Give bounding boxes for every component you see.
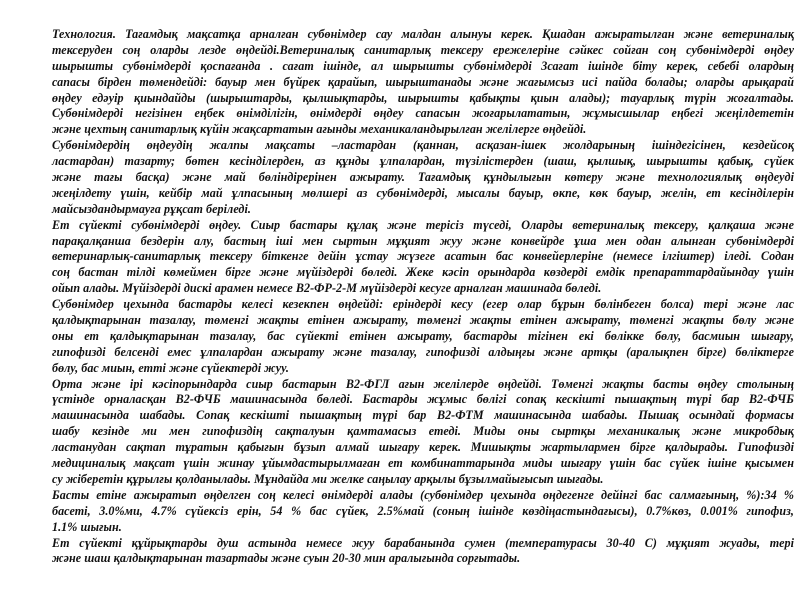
paragraph-yield-percentages [52, 488, 794, 536]
text-line: сапасы бірден төмендейді: бауыр мен бүйрек қарайып, шырыштанады және жағымсыз исі пайда болады; оларды арықарай [52, 74, 794, 89]
text-line: Басты етіне ажыратып өңделген соң келесі өнімдерді алады (субөнімдер цехында өңдегенге дейінгі бас салмағының, %):34 % [52, 487, 794, 502]
text-line: және тағы басқа) және май бөліндірерінен ажырату. Тағамдық құндылығын көтеру және технологиялық өңдеуді [52, 170, 794, 185]
text-line: басеті, 3.0%ми, 4.7% сүйексіз ерін, 54 % бас сүйек, 2.5%май (соның ішінде көздіңастындағысы), 0.7%көз, 0.001% гипофиз, [52, 503, 794, 518]
text-line: шабу кезінде ми мен гипофиздің сақталуын қамтамасыз етеді. Миды оны сыртқы механикалық және микробдық [52, 424, 794, 439]
text-line: су жіберетін құрылғы қолданылады. Мұндайда ми желке саңылау арқылы бұзылмайығысып шығады. [52, 471, 604, 486]
text-line: ластардан) тазарту; бөтен кесінділерден, аз құнды ұлпалардан, түзілістерден (шаш, қылшық, шырышты қабық, сүйек [52, 154, 794, 169]
text-line: Субөнімдерді негізінен еңбек өнімділігін, өнімдерді өңдеу сапасын жоғарылататын, жұмысшылар еңбегі жеңілдететін [52, 106, 794, 121]
text-line: қалдықтарынан тазалау, төменгі жақты етінен ажырату, төменгі жақты етінен ажырату, төменгі жақты бөлу және [52, 313, 794, 328]
text-line: үстінде орналасқан В2-ФЧБ машинасында бөледі. Бастарды жұмыс бөлігі сопақ кескішті пышақтың түрі бар В2-ФЧБ [52, 392, 794, 407]
paragraph-head-processing-order [52, 297, 794, 376]
text-line: және цехтың санитарлық күйін жақсартатын ағынды механикаландырылған желілерге өңдейді. [52, 122, 587, 137]
document-page [52, 27, 794, 567]
text-line: ластанудан сақтап тұратын қабығын бұзып алмай шығару керек. Мишықты жартылармен бірге қалдырады. Гипофизді [52, 440, 794, 455]
paragraph-flow-lines [52, 377, 794, 488]
text-line: соң бастан тілді көмеймен бірге және мүйіздерді бөледі. Жеке кәсіп орындарда көздерді емдік препараттардайындау үшін [52, 265, 794, 280]
text-line: 1.1% шығын. [52, 519, 122, 534]
text-line: Субөнімдердің өңдеудің жалпы мақсаты –ластардан (қаннан, асқазан-ішек жолдарының ішіндегісінен, кездейсоқ [52, 138, 794, 153]
text-line: Ет сүйекті субөнімдерді өңдеу. Сиыр бастары құлақ және терісіз түседі, Оларды ветериналық тексеру, қалқаша және [52, 217, 794, 232]
text-line: ойып алады. Мүйіздерді дискі арамен немесе В2-ФР-2-М мүйіздерді кесуге арналған машинада бөледі. [52, 281, 602, 296]
text-line: гипофизді белсенді емес ұлпалардан ажырату және тазалау, гипофизді алдыңғы және артқы (аралықпен бірге) бөліктерге [52, 344, 794, 359]
text-line: оны ет қалдықтарынан тазалау, бас сүйекті етінен ажырату, бастарды тігінен екі бөлікке бөлу, басмиын шығару, [52, 328, 794, 343]
text-line: ветеринарлық-санитарлық тексеру біткенге дейін ұстау жүзеге асатын бас конвейерлеріне (немесе ілгіштер) іледі. Содан [52, 249, 794, 264]
paragraph-tails-washing [52, 536, 794, 568]
text-line: Технология. Тағамдық мақсатқа арналған субөнімдер сау малдан алынуы керек. Қшадан ажыратылған және ветериналық [52, 27, 794, 41]
text-line: жеңілдету үшін, кейбір май ұлпасының мөлшері аз субөнімдерді, мысалы бауыр, өкпе, көк бауыр, желін, ет кесінділерін [52, 185, 794, 200]
text-line: парақалқанша бездерін алу, бастың іші мен сыртын мұқият жуу және конвейрде ұша мен одан алынған субөнімдерді [52, 233, 794, 248]
text-line: майсыздандырмауға рұқсат беріледі. [52, 201, 251, 216]
text-line: машинасында шабады. Сопақ кескішті пышақтың түрі бар В2-ФТМ машинасында шабады. Пышақ осындай формасы [52, 408, 794, 423]
text-line: бөлу, бас миын, етті және сүйектерді жуу. [52, 360, 289, 375]
text-line: және шаш қалдықтарынан тазартады және суын 20-30 мин аралығында сорғытады. [52, 551, 521, 566]
text-line: өңдеу едәуір қиындайды (шырыштарды, қылшықтарды, шырышты қабықты қиын алады); тауарлық түрін жоғалтады. [52, 90, 794, 105]
text-line: тексеруден соң оларды лезде өңдейді.Ветериналық санитарлық тексеру ережелеріне сәйкес сойған соң субөнімдерді өңдеу [52, 42, 794, 57]
paragraph-processing-goal [52, 138, 794, 217]
paragraph-technology [52, 27, 794, 138]
text-line: Ет сүйекті құйрықтарды душ астында немесе жуу барабанында сумен (температурасы 30-40 С) мұқият жуады, тері [52, 535, 794, 550]
text-line: Орта және ірі кәсіпорындарда сиыр бастарын В2-ФГЛ ағын желілерде өңдейді. Төменгі жақты басты өңдеу столының [52, 376, 794, 391]
text-line: медициналық мақсат үшін жинау ұйымдастырылмаған ет комбинаттарында миды шығару үшін бас сүйек ішіне қысымен [52, 456, 794, 471]
text-line: Субөнімдер цехында бастарды келесі кезекпен өңдейді: еріндерді кесу (егер олар бұрын бөлінбеген болса) тері және лас [52, 297, 794, 312]
text-line: шырышты субөнімдерді қоспағанда . сағат ішінде, ал шырышты субөнімдерді 3сағат ішінде біту керек, себебі олардың [52, 58, 794, 73]
paragraph-meat-bone-byproducts [52, 218, 794, 297]
